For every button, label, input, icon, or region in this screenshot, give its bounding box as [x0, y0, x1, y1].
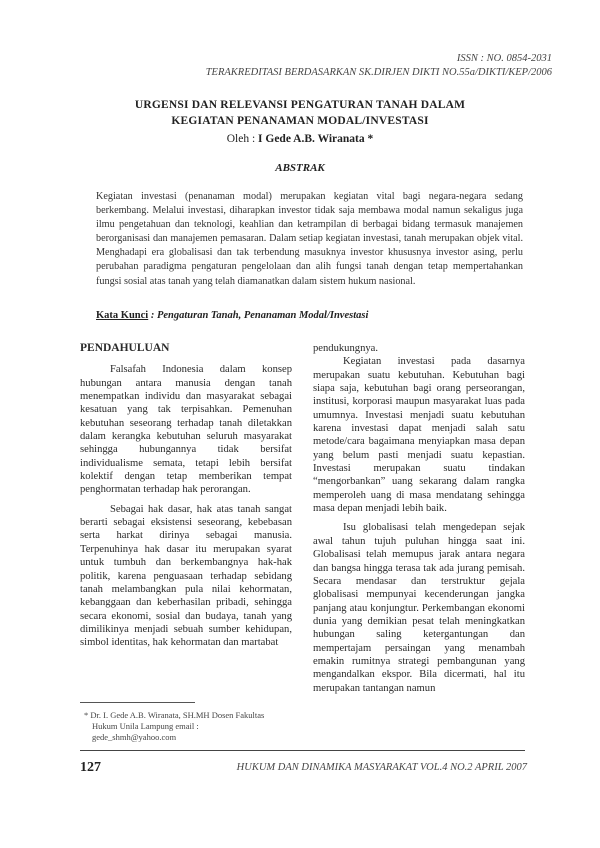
keywords — [96, 310, 523, 321]
section-heading: PENDAHULUAN — [80, 342, 170, 354]
abstract-text: Kegiatan investasi (penanaman modal) merupakan kegiatan vital bagi negara-negara sedang berkembang. Melalui investasi, diharapkan investor tidak saja membawa modal namun sekaligus juga ilmu pengetahuan dan teknologi, keahlian dan ketrampilan di berbagai bidang termasuk manajemen berorganisasi dan manajemen pemasaran. Dalam setiap kegiatan investasi, tanah merupakan objek vital. Menghadapi era globalisasi dan tak terbendung masuknya investor khususnya investor asing, perlu perubahan paradigma pengaturan pengelolaan dan alih fungsi tanah dengan tetap mempertahankan fungsi sosial atas tanah yang telah diamanatkan dalam sistem hukum nasional. — [96, 191, 523, 287]
keywords-label: Kata Kunci — [96, 310, 149, 321]
abstract-heading: ABSTRAK — [275, 162, 325, 174]
accreditation-header: TERAKREDITASI BERDASARKAN SK.DIRJEN DIKTI NO.55a/DIKTI/KEP/2006 — [205, 67, 552, 78]
author-prefix: Oleh : — [226, 133, 256, 145]
footer-divider — [80, 750, 525, 751]
footnote-divider — [80, 702, 195, 703]
right-column — [313, 342, 525, 695]
journal-footer: HUKUM DAN DINAMIKA MASYARAKAT VOL.4 NO.2 APRIL 2007 — [236, 762, 527, 773]
page-number: 127 — [80, 760, 101, 775]
body-paragraph: Sebagai hak dasar, hak atas tanah sangat berarti sebagai eksistensi seseorang, kebebasan serta harkat dirinya sebagai manusia. Terpenuhinya hak dasar itu merupakan syarat untuk tumbuh dan berkembangnya hak-hak politik, karena penguasaan terhadap sebidang tanah melambangkan pula nilai kehormatan, kebanggaan dan keberhasilan pribadi, sehingga secara ekonomi, sosial dan budaya, tanah yang dimilikinya menjadi sebuah sumber kehidupan, simbol identitas, hak kehormatan dan martabat — [80, 503, 292, 649]
footnote — [84, 710, 294, 743]
left-column — [80, 342, 292, 650]
body-paragraph: pendukungnya. — [313, 343, 379, 354]
footnote-line: * Dr. I. Gede A.B. Wiranata, SH.MH Dosen Fakultas — [84, 710, 265, 720]
author-name: I Gede A.B. Wiranata * — [258, 133, 374, 145]
article-title-line-1: URGENSI DAN RELEVANSI PENGATURAN TANAH DALAM — [134, 99, 466, 111]
article-title-line-2: KEGIATAN PENANAMAN MODAL/INVESTASI — [171, 115, 429, 127]
footnote-line: Hukum Unila Lampung email : — [92, 721, 199, 731]
keywords-text: : Pengaturan Tanah, Penanaman Modal/Investasi — [150, 310, 369, 321]
body-paragraph: Isu globalisasi telah mengedepan sejak awal tahun tujuh puluhan hingga saat ini. Globalisasi telah memupus jarak antara negara dan bangsa hingga terasa tak ada jurang pemisah. Secara mendasar dan terstruktur gejala globalisasi mempunyai kecenderungan jangka panjang atau konjungtur. Perkembangan ekonomi dunia yang demikian pesat telah meningkatkan hubungan saling ketergantungan dan mempertajam persaingan yang menambah emakin rumitnya strategi pembangunan yang mengandalkan ekspor. Bila dicermati, hal itu merupakan tantangan namun — [313, 522, 525, 694]
body-paragraph: Kegiatan investasi pada dasarnya merupakan suatu kebutuhan. Kebutuhan bagi siapa saja, kebutuhan bagi orang perseorangan, institusi, korporasi maupun masyarakat luas pada umumnya. Investasi menjadi suatu kebutuhan karena investasi dapat menjadi salah satu metode/cara bagaimana menyiapkan masa depan yang belum pasti menjadi suatu kepastian. Investasi merupakan suatu tindakan “mengorbankan” uang sekarang dalam rangka memperoleh uang di masa mendatang sehingga masa depan menjadi lebih baik. — [313, 356, 525, 515]
issn-header: ISSN : NO. 0854-2031 — [456, 53, 552, 64]
author-line — [0, 133, 600, 145]
body-paragraph: Falsafah Indonesia dalam konsep hubungan antara manusia dengan tanah menempatkan individu dan masyarakat sebagai kesatuan yang tak terpisahkan. Pemenuhan kebutuhan seseorang terhadap tanah diletakkan dalam kerangka kebutuhan seluruh masyarakat sehingga hubungannya tidak bersifat individualisme semata, tetapi lebih bersifat kolektif dengan tetap memberikan tempat penghormatan terhadap hak perorangan. — [80, 364, 292, 496]
footnote-line: gede_shmh@yahoo.com — [92, 732, 177, 742]
